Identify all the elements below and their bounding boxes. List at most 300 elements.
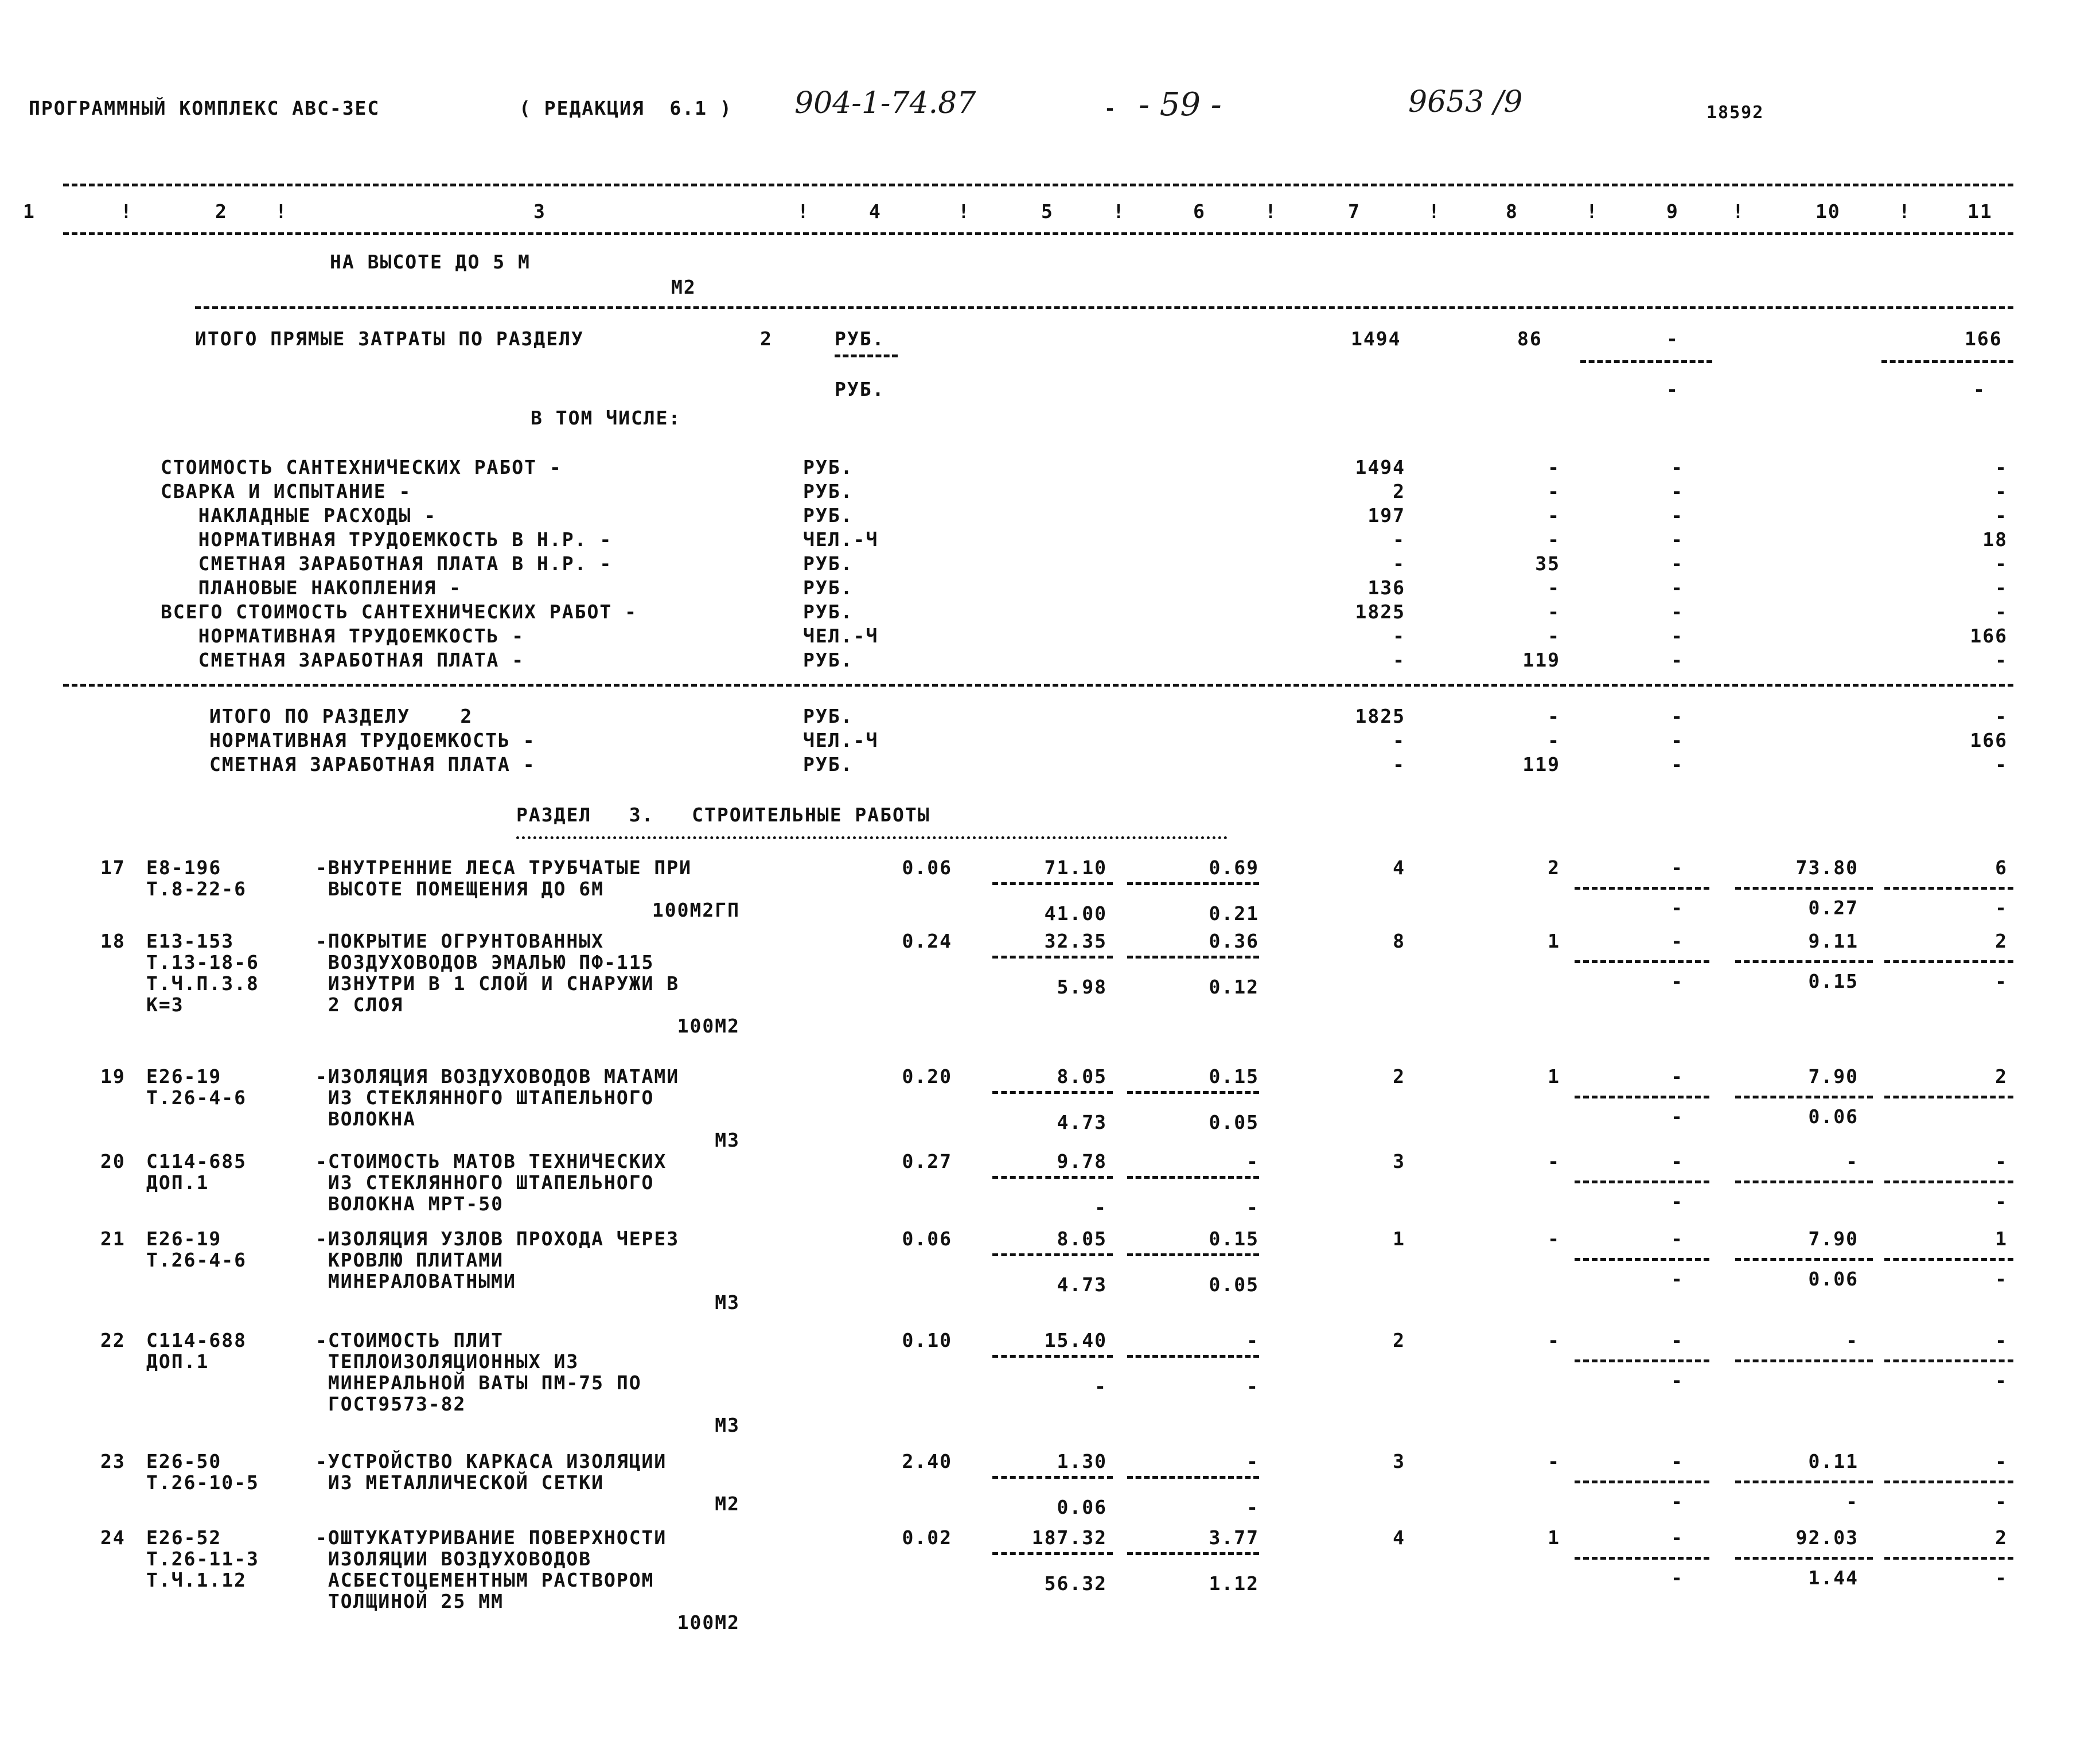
item-name-line: -ВНУТРЕННИЕ ЛЕСА ТРУБЧАТЫЕ ПРИ (315, 856, 692, 879)
item-c5-machine: 41.00 (1044, 902, 1107, 925)
direct-costs-c9: - (1666, 328, 1679, 350)
item-rule-c11 (1884, 960, 2013, 963)
item-rule-c10 (1735, 960, 1873, 963)
item-c11-sub: - (1995, 970, 2008, 992)
total-c8: - (1548, 705, 1560, 727)
breakdown-c8: 35 (1535, 552, 1560, 575)
item-name-line: ИЗ СТЕКЛЯННОГО ШТАПЕЛЬНОГО (315, 1086, 654, 1109)
item-unit: 100М2 (677, 1611, 740, 1634)
item-c11-labor-total: 1 (1995, 1228, 2008, 1250)
item-code-line: Т.13-18-6 (146, 951, 259, 973)
item-c5-machine: 56.32 (1044, 1572, 1107, 1595)
item-name-line: ИЗ МЕТАЛЛИЧЕСКОЙ СЕТКИ (315, 1471, 604, 1494)
item-name-line: ВЫСОТЕ ПОМЕЩЕНИЯ ДО 6М (315, 878, 604, 900)
breakdown-c8: 119 (1522, 649, 1560, 671)
item-rule-c9 (1575, 1359, 1709, 1362)
item-rule-c5 (992, 1552, 1113, 1555)
breakdown-label: СМЕТНАЯ ЗАРАБОТНАЯ ПЛАТА В Н.Р. - (161, 552, 613, 575)
page-prefix: - (1104, 97, 1117, 119)
item-c9-sub: - (1671, 1105, 1684, 1128)
item-c7-total: 1 (1393, 1228, 1405, 1250)
rule-top (63, 184, 2013, 186)
item-c9: - (1671, 1065, 1684, 1088)
item-name-line: МИНЕРАЛЬНОЙ ВАТЫ ПМ-75 ПО (315, 1372, 642, 1394)
breakdown-label: ПЛАНОВЫЕ НАКОПЛЕНИЯ - (161, 576, 462, 599)
direct-costs-unit-2: РУБ. (835, 378, 885, 400)
handwritten-reference: 9653 /9 (1408, 85, 1523, 119)
item-c11-sub: - (1995, 1567, 2008, 1589)
column-number: 7 (1348, 200, 1361, 223)
item-quantity: 0.06 (902, 1228, 952, 1250)
item-rule-c11 (1884, 1258, 2013, 1261)
total-unit: РУБ. (803, 705, 854, 727)
direct-costs-c9b: - (1666, 378, 1679, 400)
item-code-line: Т.8-22-6 (146, 878, 247, 900)
item-c6-unit-wage: 0.69 (1209, 856, 1259, 879)
item-c5-unit-cost: 8.05 (1057, 1228, 1107, 1250)
breakdown-unit: РУБ. (803, 576, 854, 599)
breakdown-c9: - (1671, 649, 1684, 671)
column-number: 3 (533, 200, 546, 223)
breakdown-unit: ЧЕЛ.-Ч (803, 625, 879, 647)
item-rule-c11 (1884, 1557, 2013, 1560)
item-c10-labor: - (1846, 1329, 1859, 1351)
item-c10-sub: 0.06 (1808, 1105, 1859, 1128)
item-number: 19 (100, 1065, 126, 1088)
item-number: 23 (100, 1450, 126, 1472)
breakdown-label: СМЕТНАЯ ЗАРАБОТНАЯ ПЛАТА - (161, 649, 525, 671)
item-c5-unit-cost: 187.32 (1031, 1526, 1107, 1549)
item-name-line: ВОЛОКНА МРТ-50 (315, 1193, 504, 1215)
item-c8-wage-total: 2 (1548, 856, 1560, 879)
breakdown-label: НОРМАТИВНАЯ ТРУДОЕМКОСТЬ В Н.Р. - (161, 528, 613, 551)
item-code-line: Е8-196 (146, 856, 222, 879)
item-c9-sub: - (1671, 970, 1684, 992)
item-rule-c11 (1884, 1359, 2013, 1362)
item-c11-labor-total: - (1995, 1450, 2008, 1472)
breakdown-c9: - (1671, 576, 1684, 599)
breakdown-label: НОРМАТИВНАЯ ТРУДОЕМКОСТЬ - (161, 625, 525, 647)
item-rule-c10 (1735, 1096, 1873, 1098)
item-c8-wage-total: - (1548, 1329, 1560, 1351)
item-quantity: 0.02 (902, 1526, 952, 1549)
item-rule-c10 (1735, 1181, 1873, 1183)
item-rule-c5 (992, 882, 1113, 885)
total-c7: - (1393, 729, 1405, 751)
item-name-line: -ПОКРЫТИЕ ОГРУНТОВАННЫХ (315, 930, 604, 952)
item-quantity: 0.24 (902, 930, 952, 952)
item-unit: М2 (715, 1493, 740, 1515)
item-c6-machine-wage: 0.05 (1209, 1111, 1259, 1133)
item-c5-unit-cost: 32.35 (1044, 930, 1107, 952)
rule-under-column-numbers (63, 232, 2013, 235)
item-number: 17 (100, 856, 126, 879)
breakdown-c8: - (1548, 456, 1560, 478)
item-number: 20 (100, 1150, 126, 1172)
item-c6-unit-wage: - (1246, 1150, 1259, 1172)
breakdown-c7: 2 (1393, 480, 1405, 502)
breakdown-c8: - (1548, 601, 1560, 623)
total-unit: ЧЕЛ.-Ч (803, 729, 879, 751)
direct-costs-label: ИТОГО ПРЯМЫЕ ЗАТРАТЫ ПО РАЗДЕЛУ (195, 328, 584, 350)
item-rule-c6 (1127, 882, 1259, 885)
total-c7: 1825 (1355, 705, 1405, 727)
item-rule-c9 (1575, 1096, 1709, 1098)
item-code-line: ДОП.1 (146, 1350, 209, 1373)
item-rule-c6 (1127, 1355, 1259, 1358)
item-c8-wage-total: - (1548, 1228, 1560, 1250)
item-c5-unit-cost: 15.40 (1044, 1329, 1107, 1351)
breakdown-c7: 136 (1367, 576, 1405, 599)
item-name-line: -ИЗОЛЯЦИЯ ВОЗДУХОВОДОВ МАТАМИ (315, 1065, 680, 1088)
item-code-line: С114-688 (146, 1329, 247, 1351)
column-number: 6 (1193, 200, 1206, 223)
total-label: СМЕТНАЯ ЗАРАБОТНАЯ ПЛАТА - (209, 753, 536, 776)
item-number: 21 (100, 1228, 126, 1250)
breakdown-c9: - (1671, 504, 1684, 527)
breakdown-c11: 18 (1982, 528, 2008, 551)
handwritten-page-number: - 59 - (1139, 86, 1222, 123)
item-c5-machine: - (1094, 1375, 1107, 1397)
breakdown-c11: - (1995, 456, 2008, 478)
item-c9: - (1671, 1526, 1684, 1549)
item-c9: - (1671, 1329, 1684, 1351)
item-rule-c11 (1884, 1481, 2013, 1483)
breakdown-unit: РУБ. (803, 601, 854, 623)
item-code-line: Т.26-4-6 (146, 1086, 247, 1109)
breakdown-c9: - (1671, 601, 1684, 623)
item-c7-total: 8 (1393, 930, 1405, 952)
item-c11-sub: - (1995, 1190, 2008, 1213)
item-c9: - (1671, 930, 1684, 952)
item-name-line: АСБЕСТОЦЕМЕНТНЫМ РАСТВОРОМ (315, 1569, 654, 1591)
item-c8-wage-total: - (1548, 1150, 1560, 1172)
column-number: 10 (1815, 200, 1841, 223)
item-rule-c5 (992, 1355, 1113, 1358)
item-name-line: ТОЛЩИНОЙ 25 ММ (315, 1590, 504, 1612)
total-c8: - (1548, 729, 1560, 751)
item-name-line: -СТОИМОСТЬ МАТОВ ТЕХНИЧЕСКИХ (315, 1150, 667, 1172)
total-c11: - (1995, 705, 2008, 727)
item-unit: М3 (715, 1129, 740, 1151)
item-c10-labor: 73.80 (1795, 856, 1859, 879)
direct-costs-c7: 1494 (1351, 328, 1401, 350)
column-number: 2 (215, 200, 228, 223)
breakdown-c7: 1494 (1355, 456, 1405, 478)
item-name-line: МИНЕРАЛОВАТНЫМИ (315, 1270, 516, 1292)
breakdown-c7: 197 (1367, 504, 1405, 527)
breakdown-c7: - (1393, 649, 1405, 671)
item-c11-labor-total: - (1995, 1150, 2008, 1172)
item-c6-unit-wage: - (1246, 1450, 1259, 1472)
item-rule-c6 (1127, 956, 1259, 959)
item-quantity: 2.40 (902, 1450, 952, 1472)
total-c11: 166 (1970, 729, 2008, 751)
column-separator: ! (1732, 200, 1745, 223)
section3-underline (516, 836, 1228, 839)
handwritten-project-code: 904-1-74.87 (794, 86, 976, 120)
total-c11: - (1995, 753, 2008, 776)
breakdown-c7: - (1393, 528, 1405, 551)
item-c10-sub: 0.06 (1808, 1268, 1859, 1290)
item-quantity: 0.27 (902, 1150, 952, 1172)
column-separator: ! (1265, 200, 1277, 223)
item-c9-sub: - (1671, 897, 1684, 919)
item-c6-machine-wage: 0.05 (1209, 1273, 1259, 1296)
item-c7-total: 4 (1393, 1526, 1405, 1549)
item-c11-sub: - (1995, 897, 2008, 919)
item-name-line: -ОШТУКАТУРИВАНИЕ ПОВЕРХНОСТИ (315, 1526, 667, 1549)
breakdown-c7: - (1393, 625, 1405, 647)
item-c10-labor: 9.11 (1808, 930, 1859, 952)
item-c10-labor: - (1846, 1150, 1859, 1172)
total-c9: - (1671, 705, 1684, 727)
item-c10-labor: 92.03 (1795, 1526, 1859, 1549)
column-number: 9 (1666, 200, 1679, 223)
item-rule-c11 (1884, 887, 2013, 890)
item-unit: М3 (715, 1291, 740, 1314)
item-code-line: Т.Ч.П.3.8 (146, 972, 259, 995)
column-separator: ! (1586, 200, 1599, 223)
edition-label: ( РЕДАКЦИЯ 6.1 ) (519, 97, 733, 119)
breakdown-c9: - (1671, 552, 1684, 575)
item-c7-total: 3 (1393, 1450, 1405, 1472)
item-rule-c9 (1575, 1557, 1709, 1560)
breakdown-c8: - (1548, 576, 1560, 599)
item-rule-c9 (1575, 960, 1709, 963)
column-number: 5 (1041, 200, 1054, 223)
column-number: 11 (1967, 200, 1993, 223)
item-quantity: 0.06 (902, 856, 952, 879)
breakdown-c11: - (1995, 504, 2008, 527)
column-separator: ! (120, 200, 133, 223)
column-separator: ! (1899, 200, 1911, 223)
item-c10-labor: 7.90 (1808, 1065, 1859, 1088)
direct-costs-c11b: - (1973, 378, 1986, 400)
column-number: 8 (1506, 200, 1518, 223)
total-label: ИТОГО ПО РАЗДЕЛУ 2 (209, 705, 473, 727)
item-c11-sub: - (1995, 1268, 2008, 1290)
column-separator: ! (958, 200, 971, 223)
item-name-line: ВОЗДУХОВОДОВ ЭМАЛЬЮ ПФ-115 (315, 951, 654, 973)
item-rule-c9 (1575, 887, 1709, 890)
item-code-line: Е26-50 (146, 1450, 222, 1472)
item-rule-c10 (1735, 1359, 1873, 1362)
item-code-line: ДОП.1 (146, 1171, 209, 1194)
breakdown-c11: - (1995, 576, 2008, 599)
item-name-line: 2 СЛОЯ (315, 994, 404, 1016)
total-label: НОРМАТИВНАЯ ТРУДОЕМКОСТЬ - (209, 729, 536, 751)
item-rule-c6 (1127, 1253, 1259, 1256)
breakdown-unit: РУБ. (803, 480, 854, 502)
breakdown-c11: - (1995, 480, 2008, 502)
item-rule-c9 (1575, 1181, 1709, 1183)
item-code-line: Т.26-10-5 (146, 1471, 259, 1494)
breakdown-unit: РУБ. (803, 456, 854, 478)
item-c10-labor: 0.11 (1808, 1450, 1859, 1472)
section3-title: РАЗДЕЛ 3. СТРОИТЕЛЬНЫЕ РАБОТЫ (516, 804, 930, 826)
item-unit: 100М2 (677, 1015, 740, 1037)
item-code-line: К=3 (146, 994, 184, 1016)
item-c11-labor-total: 2 (1995, 1065, 2008, 1088)
including-label: В ТОМ ЧИСЛЕ: (531, 407, 681, 429)
item-c6-unit-wage: - (1246, 1329, 1259, 1351)
item-c5-unit-cost: 9.78 (1057, 1150, 1107, 1172)
item-rule-c9 (1575, 1258, 1709, 1261)
item-name-line: ИЗОЛЯЦИИ ВОЗДУХОВОДОВ (315, 1548, 592, 1570)
total-c7: - (1393, 753, 1405, 776)
item-rule-c10 (1735, 1258, 1873, 1261)
item-c5-machine: 0.06 (1057, 1496, 1107, 1518)
item-rule-c11 (1884, 1096, 2013, 1098)
item-name-line: ТЕПЛОИЗОЛЯЦИОННЫХ ИЗ (315, 1350, 579, 1373)
breakdown-unit: ЧЕЛ.-Ч (803, 528, 879, 551)
item-c6-unit-wage: 0.36 (1209, 930, 1259, 952)
item-c7-total: 2 (1393, 1065, 1405, 1088)
item-name-line: ВОЛОКНА (315, 1108, 416, 1130)
rule-before-direct (195, 306, 2013, 309)
item-unit: М3 (715, 1414, 740, 1436)
height-line: НА ВЫСОТЕ ДО 5 М (330, 251, 531, 273)
direct-costs-c8: 86 (1517, 328, 1542, 350)
item-c8-wage-total: 1 (1548, 1065, 1560, 1088)
breakdown-label: СТОИМОСТЬ САНТЕХНИЧЕСКИХ РАБОТ - (161, 456, 562, 478)
breakdown-c11: - (1995, 552, 2008, 575)
height-unit: М2 (671, 276, 696, 298)
breakdown-c8: - (1548, 504, 1560, 527)
breakdown-unit: РУБ. (803, 552, 854, 575)
item-number: 18 (100, 930, 126, 952)
item-name-line: -ИЗОЛЯЦИЯ УЗЛОВ ПРОХОДА ЧЕРЕЗ (315, 1228, 680, 1250)
item-rule-c5 (992, 1253, 1113, 1256)
breakdown-c9: - (1671, 456, 1684, 478)
breakdown-c9: - (1671, 480, 1684, 502)
item-c9-sub: - (1671, 1369, 1684, 1392)
direct-costs-c11: 166 (1965, 328, 2002, 350)
item-rule-c6 (1127, 1176, 1259, 1179)
item-name-line: ИЗ СТЕКЛЯННОГО ШТАПЕЛЬНОГО (315, 1171, 654, 1194)
column-separator: ! (275, 200, 288, 223)
item-number: 24 (100, 1526, 126, 1549)
breakdown-label: СВАРКА И ИСПЫТАНИЕ - (161, 480, 412, 502)
item-c7-total: 3 (1393, 1150, 1405, 1172)
total-c9: - (1671, 729, 1684, 751)
item-rule-c5 (992, 1091, 1113, 1094)
direct-costs-section: 2 (760, 328, 773, 350)
item-number: 22 (100, 1329, 126, 1351)
breakdown-c8: - (1548, 528, 1560, 551)
item-name-line: -УСТРОЙСТВО КАРКАСА ИЗОЛЯЦИИ (315, 1450, 667, 1472)
item-c9-sub: - (1671, 1490, 1684, 1513)
breakdown-c8: - (1548, 480, 1560, 502)
item-c5-unit-cost: 8.05 (1057, 1065, 1107, 1088)
item-code-line: Е26-52 (146, 1526, 222, 1549)
breakdown-c9: - (1671, 625, 1684, 647)
item-quantity: 0.20 (902, 1065, 952, 1088)
item-code-line: Т.26-11-3 (146, 1548, 259, 1570)
breakdown-c11: - (1995, 649, 2008, 671)
item-rule-c10 (1735, 1557, 1873, 1560)
item-c6-machine-wage: 1.12 (1209, 1572, 1259, 1595)
column-separator: ! (1113, 200, 1125, 223)
item-c11-sub: - (1995, 1369, 2008, 1392)
item-c11-labor-total: 2 (1995, 1526, 2008, 1549)
item-rule-c9 (1575, 1481, 1709, 1483)
total-unit: РУБ. (803, 753, 854, 776)
item-quantity: 0.10 (902, 1329, 952, 1351)
item-c5-machine: 5.98 (1057, 976, 1107, 998)
rule-direct-c11 (1881, 360, 2013, 363)
item-c10-sub: 0.27 (1808, 897, 1859, 919)
item-code-line: Е26-19 (146, 1065, 222, 1088)
item-c8-wage-total: - (1548, 1450, 1560, 1472)
item-rule-c6 (1127, 1476, 1259, 1479)
item-c6-machine-wage: 0.21 (1209, 902, 1259, 925)
item-c5-unit-cost: 1.30 (1057, 1450, 1107, 1472)
item-c6-unit-wage: 0.15 (1209, 1065, 1259, 1088)
item-rule-c5 (992, 1476, 1113, 1479)
item-c5-unit-cost: 71.10 (1044, 856, 1107, 879)
column-separator: ! (1428, 200, 1441, 223)
rule-before-section-total (63, 684, 2013, 687)
item-c11-labor-total: 2 (1995, 930, 2008, 952)
breakdown-c7: - (1393, 552, 1405, 575)
rule-direct-c9 (1580, 360, 1712, 363)
item-name-line: ГОСТ9573-82 (315, 1393, 466, 1415)
document-number: 18592 (1707, 103, 1764, 123)
item-c5-machine: 4.73 (1057, 1111, 1107, 1133)
item-c11-labor-total: 6 (1995, 856, 2008, 879)
item-rule-c10 (1735, 1481, 1873, 1483)
item-c10-labor: 7.90 (1808, 1228, 1859, 1250)
item-c6-machine-wage: - (1246, 1196, 1259, 1218)
item-code-line: Е26-19 (146, 1228, 222, 1250)
item-c6-unit-wage: 3.77 (1209, 1526, 1259, 1549)
item-c9-sub: - (1671, 1190, 1684, 1213)
item-rule-c6 (1127, 1091, 1259, 1094)
program-title: ПРОГРАММНЫЙ КОМПЛЕКС АВС-ЗЕС (29, 97, 380, 119)
breakdown-c11: - (1995, 601, 2008, 623)
item-c8-wage-total: 1 (1548, 930, 1560, 952)
column-number: 4 (869, 200, 882, 223)
item-c10-sub: 1.44 (1808, 1567, 1859, 1589)
item-rule-c11 (1884, 1181, 2013, 1183)
item-c9: - (1671, 1450, 1684, 1472)
item-c6-unit-wage: 0.15 (1209, 1228, 1259, 1250)
item-c6-machine-wage: 0.12 (1209, 976, 1259, 998)
breakdown-c8: - (1548, 625, 1560, 647)
item-unit: 100М2ГП (652, 899, 740, 921)
item-code-line: С114-685 (146, 1150, 247, 1172)
item-c5-machine: - (1094, 1196, 1107, 1218)
item-rule-c10 (1735, 887, 1873, 890)
item-c9: - (1671, 1150, 1684, 1172)
item-c7-total: 4 (1393, 856, 1405, 879)
item-rule-c6 (1127, 1552, 1259, 1555)
item-c9: - (1671, 1228, 1684, 1250)
total-c9: - (1671, 753, 1684, 776)
item-c5-machine: 4.73 (1057, 1273, 1107, 1296)
column-separator: ! (797, 200, 810, 223)
item-c6-machine-wage: - (1246, 1375, 1259, 1397)
rule-direct-unit (835, 354, 898, 357)
item-rule-c5 (992, 1176, 1113, 1179)
item-code-line: Е13-153 (146, 930, 235, 952)
breakdown-unit: РУБ. (803, 504, 854, 527)
item-c7-total: 2 (1393, 1329, 1405, 1351)
total-c8: 119 (1522, 753, 1560, 776)
breakdown-label: НАКЛАДНЫЕ РАСХОДЫ - (161, 504, 437, 527)
